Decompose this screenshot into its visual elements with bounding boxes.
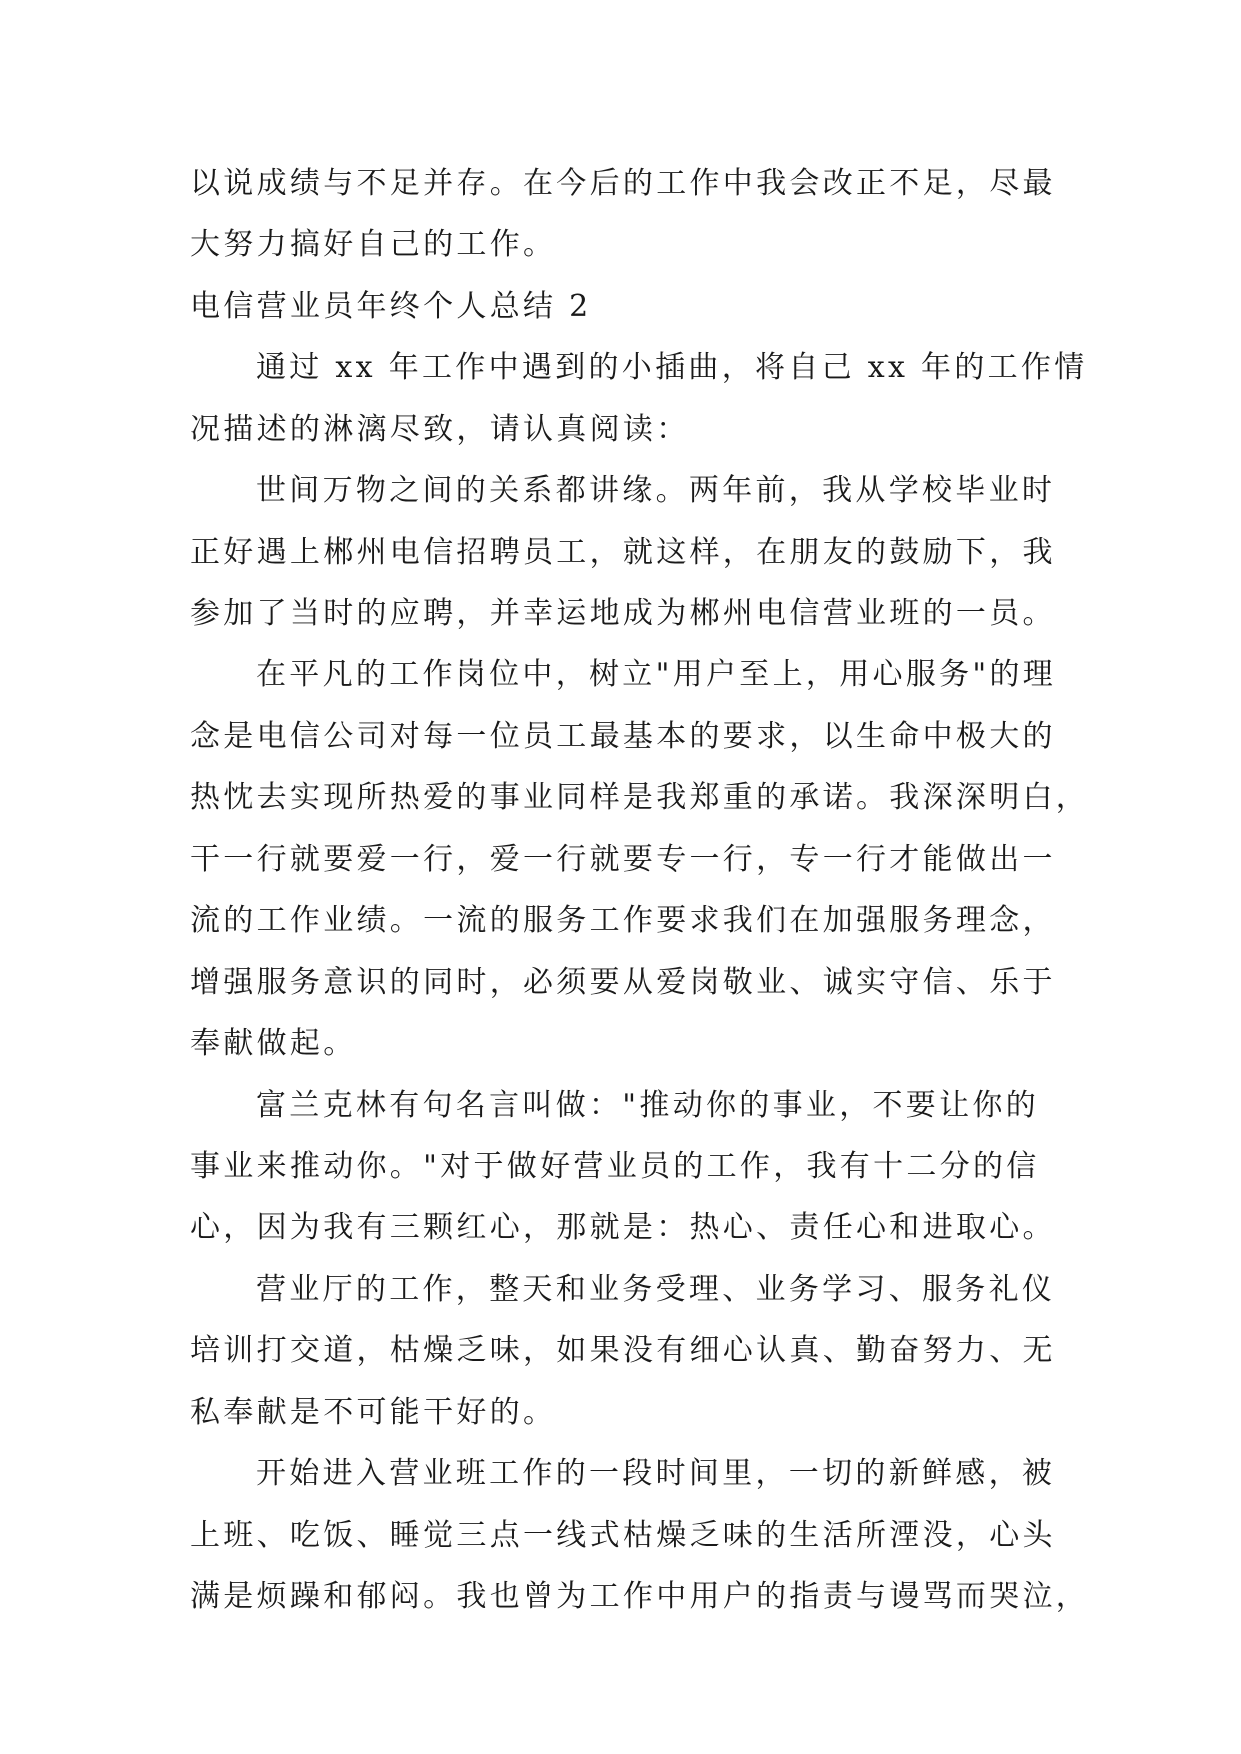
paragraph-start-line: 富兰克林有句名言叫做："推动你的事业，不要让你的 [256,1088,1039,1123]
text-line: 参加了当时的应聘，并幸运地成为郴州电信营业班的一员。 [190,596,1056,631]
text-line: 干一行就要爱一行，爱一行就要专一行，专一行才能做出一 [190,842,1056,877]
text-line: 上班、吃饭、睡觉三点一线式枯燥乏味的生活所湮没，心头 [190,1518,1056,1553]
text-line: 正好遇上郴州电信招聘员工，就这样，在朋友的鼓励下，我 [190,535,1056,570]
text-line: 满是烦躁和郁闷。我也曾为工作中用户的指责与谩骂而哭泣， [190,1579,1090,1614]
paragraph-start-line: 世间万物之间的关系都讲缘。两年前，我从学校毕业时 [256,473,1056,508]
paragraph-start-line: 开始进入营业班工作的一段时间里，一切的新鲜感，被 [256,1456,1056,1491]
text-line: 念是电信公司对每一位员工最基本的要求，以生命中极大的 [190,719,1056,754]
text-line: 大努力搞好自己的工作。 [190,227,557,262]
text-line: 私奉献是不可能干好的。 [190,1395,557,1430]
text-line: 热忱去实现所热爱的事业同样是我郑重的承诺。我深深明白， [190,780,1090,815]
text-line: 培训打交道，枯燥乏味，如果没有细心认真、勤奋努力、无 [190,1333,1056,1368]
text-line: 流的工作业绩。一流的服务工作要求我们在加强服务理念， [190,903,1056,938]
text-line: 以说成绩与不足并存。在今后的工作中我会改正不足，尽最 [190,166,1056,201]
section-heading: 电信营业员年终个人总结 2 [190,289,592,324]
paragraph-start-line: 在平凡的工作岗位中，树立"用户至上，用心服务"的理 [256,657,1057,692]
text-line: 奉献做起。 [190,1026,357,1061]
paragraph-start-line: 通过 xx 年工作中遇到的小插曲，将自己 xx 年的工作情 [256,350,1088,385]
text-line: 况描述的淋漓尽致，请认真阅读： [190,412,690,447]
text-line: 事业来推动你。"对于做好营业员的工作，我有十二分的信 [190,1149,1040,1184]
paragraph-start-line: 营业厅的工作，整天和业务受理、业务学习、服务礼仪 [256,1272,1056,1307]
text-line: 心，因为我有三颗红心，那就是：热心、责任心和进取心。 [190,1210,1056,1245]
text-line: 增强服务意识的同时，必须要从爱岗敬业、诚实守信、乐于 [190,965,1056,1000]
